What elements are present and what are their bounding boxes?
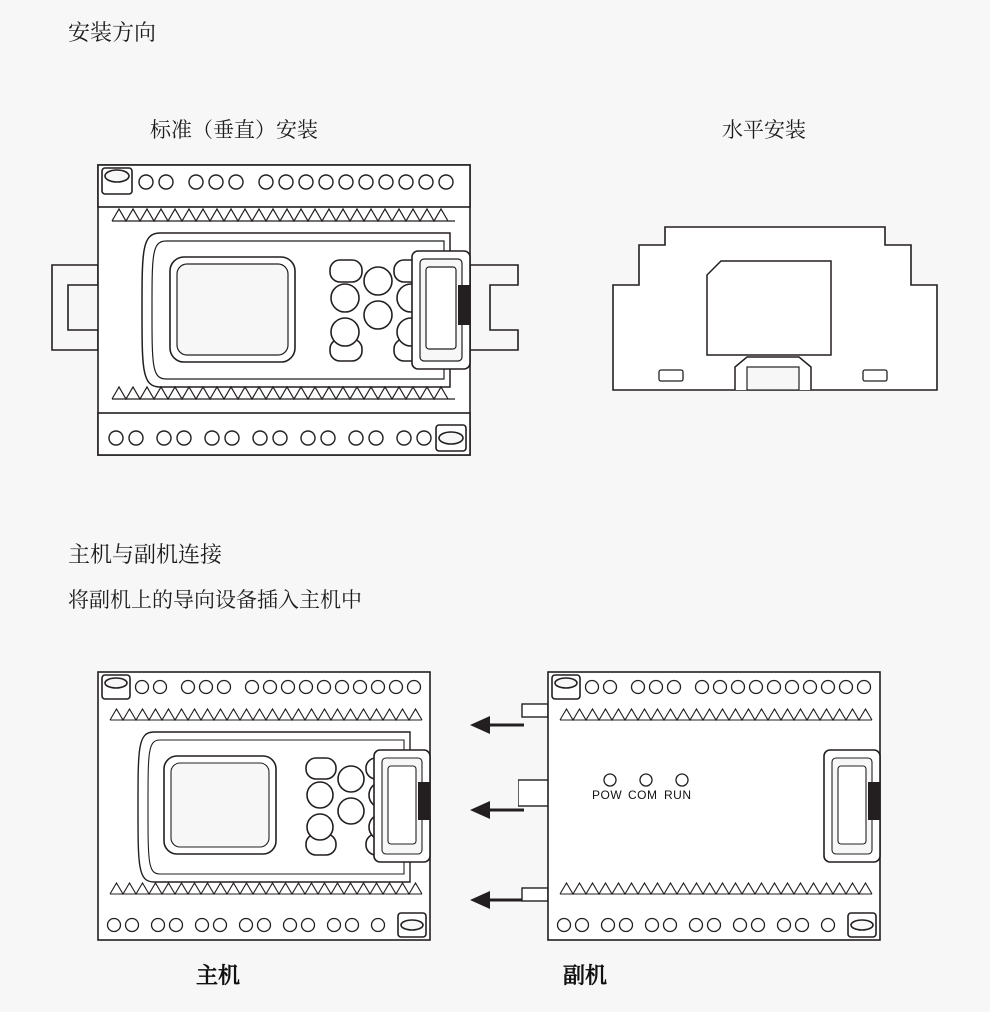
expansion-port (374, 750, 430, 862)
led-label-com: COM (628, 788, 658, 802)
led-label-pow: POW (592, 788, 623, 802)
guide-pins (518, 704, 552, 901)
lcd-display (164, 756, 276, 854)
din-rail-right (470, 265, 518, 350)
section-title: 安装方向 (68, 20, 157, 45)
figure-standard-mount (40, 155, 540, 485)
lcd-display (170, 257, 295, 362)
expansion-port (824, 750, 880, 862)
figure-slave-unit (518, 662, 908, 952)
connection-section-title: 主机与副机连接 (68, 542, 223, 567)
led-label-run: RUN (664, 788, 692, 802)
caption-standard-mount: 标准（垂直）安装 (150, 119, 318, 142)
connection-instruction: 将副机上的导向设备插入主机中 (68, 589, 362, 612)
figure-master-unit (80, 662, 440, 952)
caption-horizontal-mount: 水平安装 (722, 119, 806, 142)
figure-horizontal-mount (595, 215, 955, 430)
din-rail-left (52, 265, 98, 350)
expansion-port (412, 251, 470, 369)
label-master: 主机 (196, 963, 241, 989)
label-slave: 副机 (563, 963, 608, 989)
